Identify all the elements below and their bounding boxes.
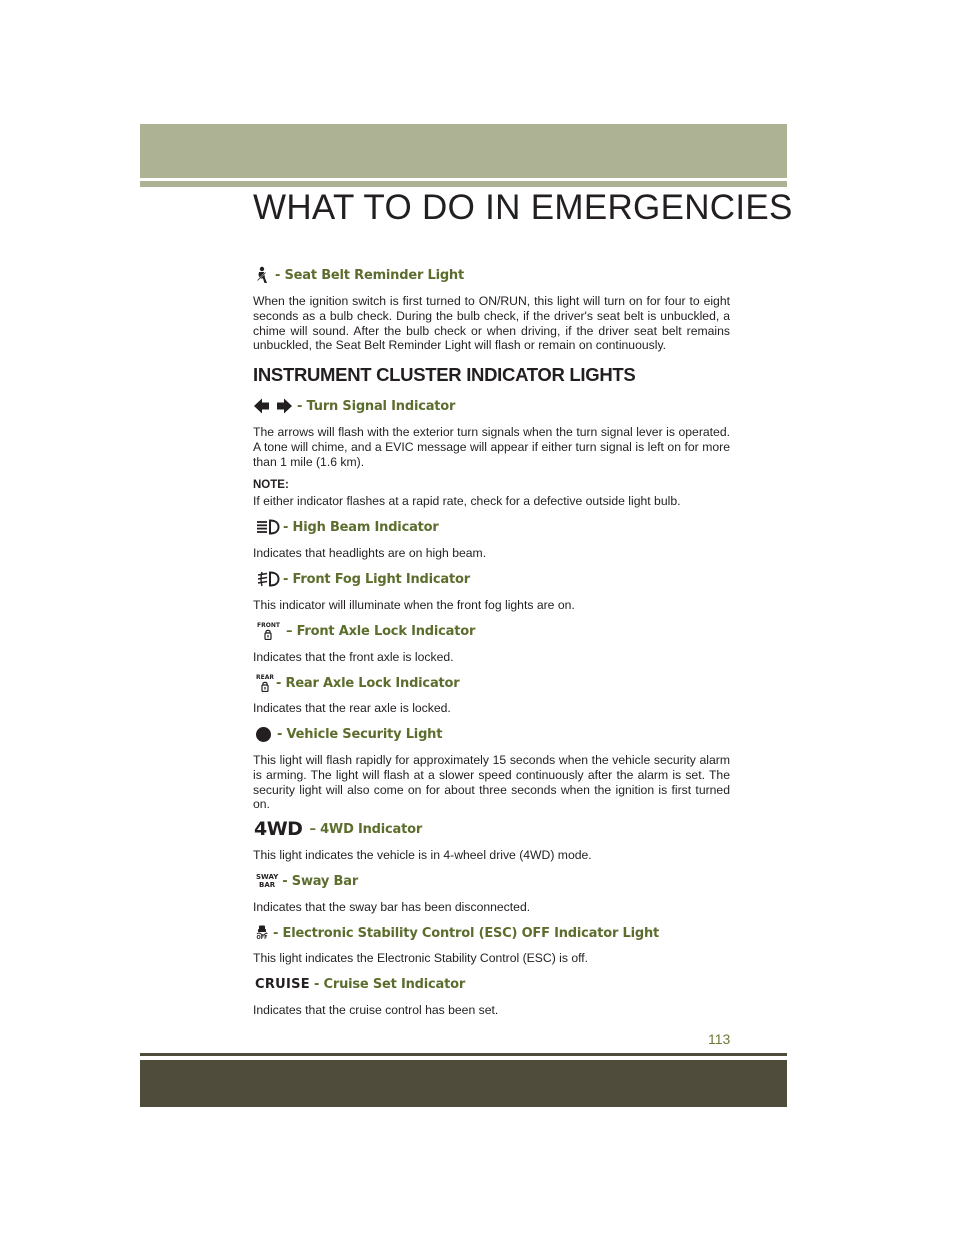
front-axle-header [253,621,475,641]
turn-signal-title: - Turn Signal Indicator [297,398,456,414]
cruise-header [253,974,465,994]
4wd-header [253,819,422,839]
cruise-icon: CRUISE [255,976,310,992]
rear-axle-lock-icon [256,675,274,692]
rear-axle-title: - Rear Axle Lock Indicator [275,675,460,691]
esc-off-icon-label: OFF [256,935,268,941]
esc-off-text: This light indicates the Electronic Stability Control (ESC) is off. [253,951,589,965]
4wd-icon: 4WD [254,818,303,840]
front-fog-header [253,569,470,589]
seatbelt-reminder-icon [253,266,271,284]
chapter-title: WHAT TO DO IN EMERGENCIES [253,188,793,227]
cruise-title: - Cruise Set Indicator [314,976,466,992]
note-text: If either indicator flashes at a rapid rate, check for a defective outside light bulb. [253,494,681,508]
turn-signal-text: The arrows will flash with the exterior turn signals when the turn signal lever is operated. A tone will chime, and a EVIC message will appear if either turn signal is left on for more than 1 mile (1.6 km). [253,425,730,469]
sway-bar-header [253,871,358,891]
high-beam-header [253,517,439,537]
sway-bar-icon-label-1: SWAY [256,873,279,881]
sway-bar-text: Indicates that the sway bar has been disconnected. [253,900,531,914]
note-label: NOTE: [253,479,289,491]
high-beam-title: - High Beam Indicator [283,519,439,535]
high-beam-icon [256,519,280,535]
cruise-text: Indicates that the cruise control has been set. [253,1003,499,1017]
high-beam-text: Indicates that headlights are on high beam. [253,546,487,560]
footer-rule [140,1053,787,1056]
rear-axle-header [253,673,459,693]
rear-axle-text: Indicates that the rear axle is locked. [253,701,451,715]
seatbelt-header [253,265,464,285]
rear-axle-icon-label: REAR [256,673,274,681]
seatbelt-text: When the ignition switch is first turned to ON/RUN, this light will turn on for four to eight seconds as a bulb check. During the bulb check, if the driver's seat belt is unbuckled, a chime will sound. After the bulb check or when driving, if the driver seat belt remains unbuckled, the Seat Belt Reminder Light will flash or remain on continuously. [253,294,730,353]
front-axle-lock-icon [257,623,280,640]
turn-signal-header [253,396,455,416]
footer-band [140,1060,787,1107]
sway-bar-title: - Sway Bar [282,873,359,889]
front-fog-text: This indicator will illuminate when the front fog lights are on. [253,598,575,612]
esc-off-header [253,923,659,943]
security-text: This light will flash rapidly for approximately 15 seconds when the vehicle security alarm is arming. The light will flash at a slower speed continuously after the alarm is set. The security light will also come on for about three seconds when the ignition is first turned on. [253,753,730,812]
sway-bar-icon-label-2: BAR [259,881,276,889]
page-number: 113 [708,1031,731,1047]
sway-bar-icon [256,873,278,889]
security-title: - Vehicle Security Light [277,726,443,742]
front-fog-title: - Front Fog Light Indicator [283,571,470,587]
vehicle-security-icon [255,726,272,743]
turn-signal-arrows-icon [253,397,293,415]
section-heading: INSTRUMENT CLUSTER INDICATOR LIGHTS [253,364,636,385]
front-fog-light-icon [256,571,280,587]
header-band [140,124,787,178]
esc-off-title: - Electronic Stability Control (ESC) OFF Indicator Light [273,925,660,941]
front-axle-title: – Front Axle Lock Indicator [285,623,476,639]
4wd-title: – 4WD Indicator [309,821,423,837]
front-axle-text: Indicates that the front axle is locked. [253,650,454,664]
4wd-text: This light indicates the vehicle is in 4-wheel drive (4WD) mode. [253,848,592,862]
header-rule [140,181,787,187]
seatbelt-title: - Seat Belt Reminder Light [275,267,464,283]
security-header [253,724,442,744]
front-axle-icon-label: FRONT [257,621,280,629]
esc-off-icon [256,925,268,941]
